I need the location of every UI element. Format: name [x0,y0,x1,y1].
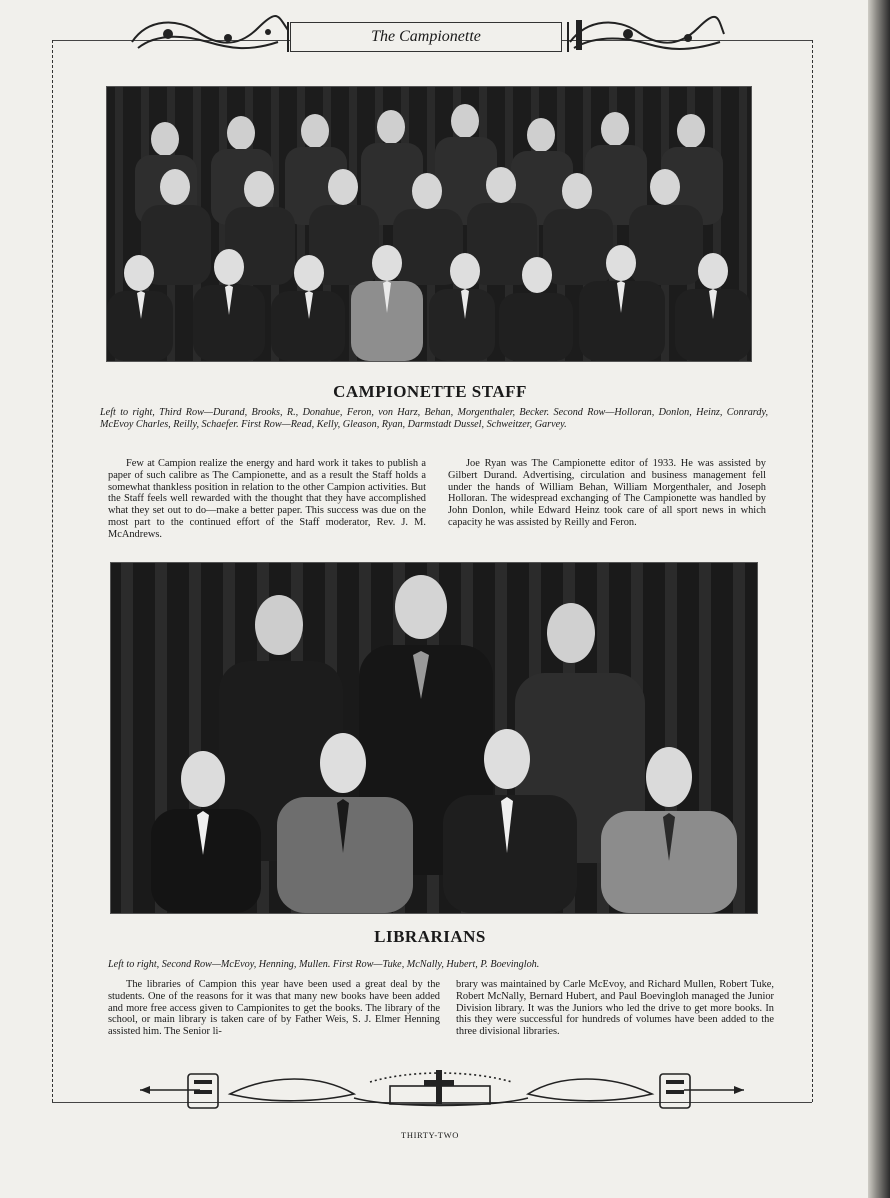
staff-paragraph-2: Joe Ryan was The Campionette editor of 1933. He was assisted by Gilbert Durand. Advertising, circulation and business management fell under the hands of William Behan, William Morgenthaler, and Joseph Holloran. The widespread exchanging of The Campionette was handled by John Donlon, while Edward Heinz took care of all sport news in which capacity he was assisted by Reilly and Feron. [448,458,766,528]
librarians-body-left-column [108,979,440,1038]
frame-left-rule [52,40,53,1102]
page-edge-shadow [868,0,890,1198]
running-header-title: The Campionette [290,22,562,52]
footer-ornament [140,1068,744,1114]
librarians-paragraph-2: brary was maintained by Carle McEvoy, and Richard Mullen, Robert Tuke, Robert McNally, Bernard Hubert, and Paul Boevingloh managed the Junior Division library. It was the Juniors who led the drive to get more books. In this they were successful for hundreds of volumes have been added to the three divisional libraries. [456,979,774,1038]
staff-paragraph-1: Few at Campion realize the energy and hard work it takes to publish a paper of such calibre as The Campionette, and as a result the Staff holds a somewhat thankless position in relation to the other Campion activities. But the Staff feels well rewarded with the thought that they have accomplished what they set out to do—make a better paper. This success was due on the most part to the continued effort of the Staff moderator, Rev. J. M. McAndrews. [108,458,426,540]
staff-photo-illustration [107,87,751,361]
staff-body-right-column [448,458,766,529]
frame-right-rule [812,40,813,1102]
page-number: THIRTY-TWO [401,1130,459,1140]
librarians-heading: LIBRARIANS [374,927,486,946]
staff-group-photo [106,86,752,362]
librarians-paragraph-1: The libraries of Campion this year have been used a great deal by the students. One of the reasons for it was that many new books have been added and more free access given to Campionites to get the books. The library of the school, or main library is taken care of by Father Weis, S. J. Elmer Henning assisted him. The Senior li- [108,979,440,1038]
staff-heading: CAMPIONETTE STAFF [333,382,527,401]
librarians-group-photo [110,562,758,914]
staff-caption: Left to right, Third Row—Durand, Brooks, R., Donahue, Feron, von Harz, Behan, Morgenthaler, Becker. Second Row—Holloran, Donlon, Heinz, Conrardy, McEvoy Charles, Reilly, Schaefer. First Row—Read, Kelly, Gleason, Ryan, Darmstadt Dussel, Schweitzer, Garvey. [100,407,768,430]
librarians-photo-illustration [111,563,757,913]
staff-body-left-column [108,458,426,541]
librarians-body-right-column [456,979,774,1038]
librarians-caption: Left to right, Second Row—McEvoy, Henning, Mullen. First Row—Tuke, McNally, Hubert, P. Boevingloh. [108,959,540,970]
